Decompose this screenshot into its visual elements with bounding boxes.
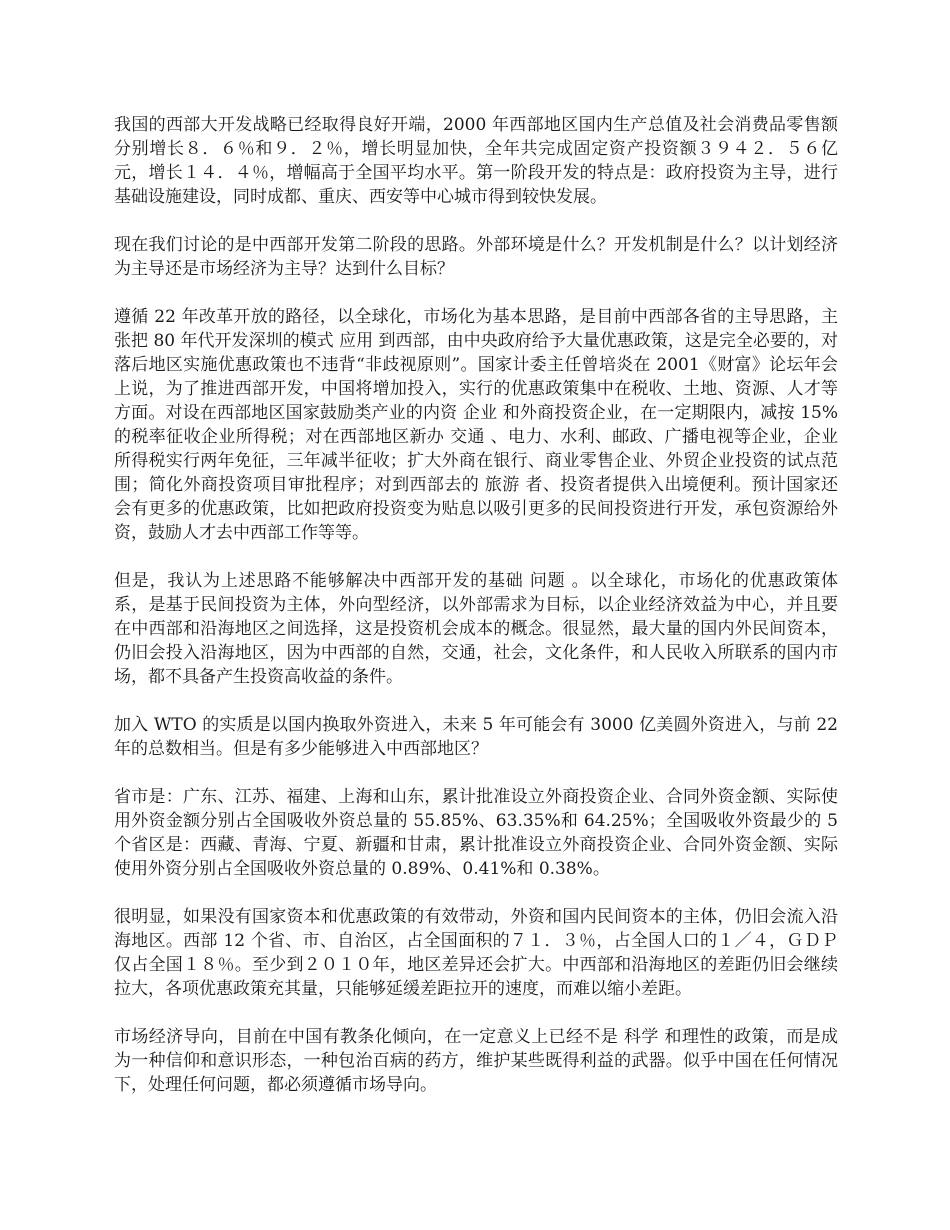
paragraph-2: 现在我们讨论的是中西部开发第二阶段的思路。外部环境是什么？开发机制是什么？以计划经济为主导还是市场经济为主导？达到什么目标？ bbox=[114, 235, 838, 279]
paragraph-4: 但是，我认为上述思路不能够解决中西部开发的基础 问题 。以全球化，市场化的优惠政策体系，是基于民间投资为主体，外向型经济，以外部需求为目标，以企业经济效益为中心，并且要在中西部和沿海地区之间选择，这是投资机会成本的概念。很显然，最大量的国内外民间资本，仍旧会投入沿海地区，因为中西部的自然，交通，社会，文化条件，和人民收入所联系的国内市场，都不具备产生投资高收益的条件。 bbox=[114, 571, 838, 687]
paragraph-8: 市场经济导向，目前在中国有教条化倾向，在一定意义上已经不是 科学 和理性的政策，而是成为一种信仰和意识形态，一种包治百病的药方，维护某些既得利益的武器。似乎中国在任何情况下，处理任何问题，都必须遵循市场导向。 bbox=[114, 1027, 838, 1095]
paragraph-1: 我国的西部大开发战略已经取得良好开端，2000 年西部地区国内生产总值及社会消费品零售额分别增长８．６％和９．２％，增长明显加快，全年共完成固定资产投资额３９４２．５６亿元，增长１４．４％，增幅高于全国平均水平。第一阶段开发的特点是：政府投资为主导，进行基础设施建设，同时成都、重庆、西安等中心城市得到较快发展。 bbox=[114, 115, 838, 207]
paragraph-6: 省市是：广东、江苏、福建、上海和山东，累计批准设立外商投资企业、合同外资金额、实际使用外资金额分别占全国吸收外资总量的 55.85%、63.35%和 64.25%；全国吸收外资最少的 5 个省区是：西藏、青海、宁夏、新疆和甘肃，累计批准设立外商投资企业、合同外资金额、实际使用外资分别占全国吸收外资总量的 0.89%、0.41%和 0.38%。 bbox=[114, 787, 838, 879]
document-body bbox=[114, 113, 838, 1121]
paragraph-3: 遵循 22 年改革开放的路径，以全球化，市场化为基本思路，是目前中西部各省的主导思路，主张把 80 年代开发深圳的模式 应用 到西部，由中央政府给予大量优惠政策，这是完全必要的，对落后地区实施优惠政策也不违背“非歧视原则”。国家计委主任曾培炎在 2001《财富》论坛年会上说，为了推进西部开发，中国将增加投入，实行的优惠政策集中在税收、土地、资源、人才等方面。对设在西部地区国家鼓励类产业的内资 企业 和外商投资企业，在一定期限内，减按 15%的税率征收企业所得税；对在西部地区新办 交通 、电力、水利、邮政、广播电视等企业，企业所得税实行两年免征，三年减半征收；扩大外商在银行、商业零售企业、外贸企业投资的试点范围；简化外商投资项目审批程序；对到西部去的 旅游 者、投资者提供入出境便利。预计国家还会有更多的优惠政策，比如把政府投资变为贴息以吸引更多的民间投资进行开发，承包资源给外资，鼓励人才去中西部工作等等。 bbox=[114, 307, 838, 543]
paragraph-7: 很明显，如果没有国家资本和优惠政策的有效带动，外资和国内民间资本的主体，仍旧会流入沿海地区。西部 12 个省、市、自治区，占全国面积的７１．３％，占全国人口的１／４，ＧＤＰ仅占全国１８％。至少到２０１０年，地区差异还会扩大。中西部和沿海地区的差距仍旧会继续拉大，各项优惠政策充其量，只能够延缓差距拉开的速度，而难以缩小差距。 bbox=[114, 907, 838, 999]
paragraph-5: 加入 WTO 的实质是以国内换取外资进入，未来 5 年可能会有 3000 亿美圆外资进入，与前 22 年的总数相当。但是有多少能够进入中西部地区？ bbox=[114, 715, 838, 759]
